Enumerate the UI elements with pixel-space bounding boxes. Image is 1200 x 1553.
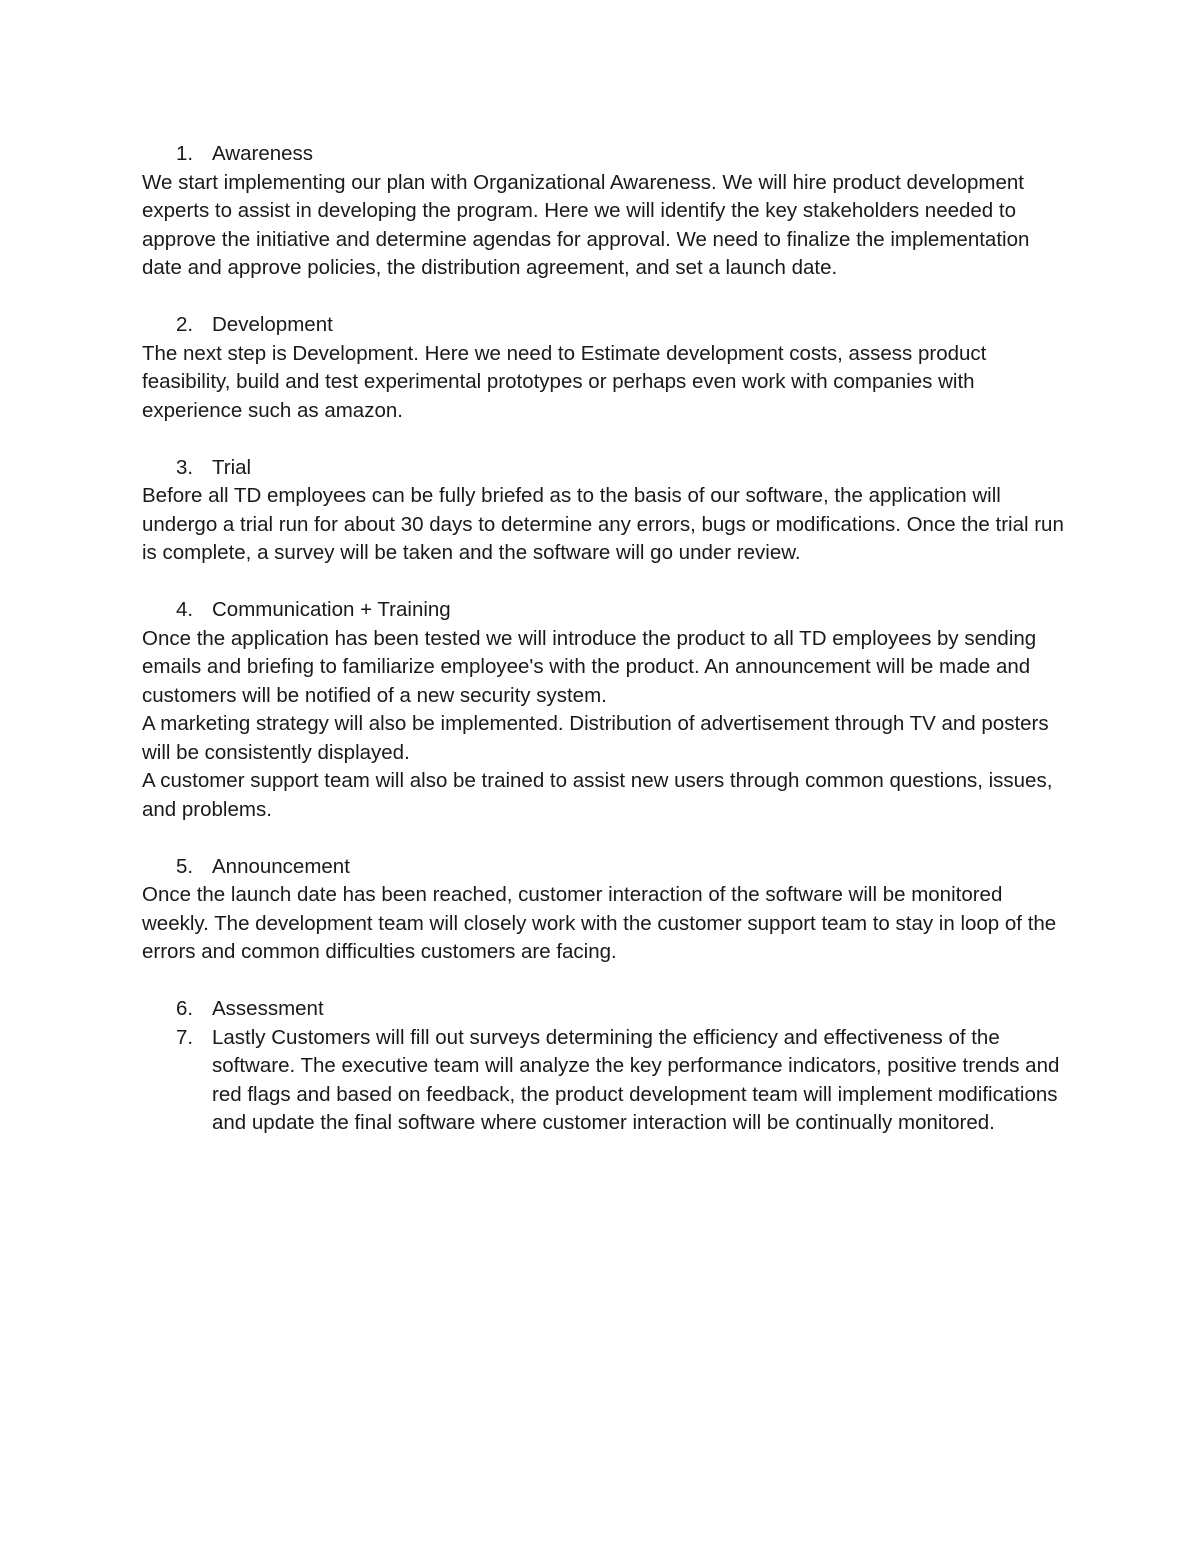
- section-assessment: [142, 995, 1072, 1024]
- list-number: 5.: [176, 854, 194, 878]
- section-heading: [142, 995, 1072, 1024]
- section-paragraph: Before all TD employees can be fully briefed as to the basis of our software, the application will undergo a trial run for about 30 days to determine any errors, bugs or modifications. Once the trial run is complete, a survey will be taken and the software will go under review.: [142, 484, 1064, 564]
- section-heading: [142, 454, 1072, 483]
- list-number: 7.: [176, 1025, 194, 1049]
- section-heading: [142, 853, 1072, 882]
- list-number: 3.: [176, 455, 194, 479]
- section-title: Awareness: [212, 142, 314, 165]
- section-announcement: [142, 853, 1072, 967]
- list-item-text: Lastly Customers will fill out surveys determining the efficiency and effectiveness of the software. The executive team will analyze the key performance indicators, positive trends and red flags and based on feedback, the product development team will implement modifications and update the final software where customer interaction will be continually monitored.: [212, 1025, 1060, 1134]
- list-number: 4.: [176, 598, 194, 621]
- document-body: [142, 140, 1072, 1138]
- section-heading: [142, 311, 1072, 340]
- section-development: [142, 311, 1072, 425]
- section-title: Announcement: [212, 854, 350, 878]
- section-title: Assessment: [212, 997, 324, 1020]
- section-trial: [142, 454, 1072, 568]
- section-title: Development: [212, 313, 333, 336]
- list-number: 2.: [176, 313, 194, 336]
- section-awareness: [142, 140, 1072, 283]
- section-paragraph: We start implementing our plan with Organizational Awareness. We will hire product development experts to assist in developing the program. Here we will identify the key stakeholders needed to approve the initiative and determine agendas for approval. We need to finalize the implementation date and approve policies, the distribution agreement, and set a launch date.: [142, 170, 1030, 279]
- list-number: 6.: [176, 997, 194, 1020]
- section-communication-training: [142, 596, 1072, 824]
- list-number: 1.: [176, 142, 194, 165]
- section-title: Communication + Training: [212, 598, 451, 621]
- section-paragraph: A customer support team will also be trained to assist new users through common questions, issues, and problems.: [142, 769, 1053, 821]
- section-paragraph: Once the launch date has been reached, customer interaction of the software will be monitored weekly. The development team will closely work with the customer support team to stay in loop of the errors and common difficulties customers are facing.: [142, 883, 1057, 963]
- section-paragraph: The next step is Development. Here we need to Estimate development costs, assess product feasibility, build and test experimental prototypes or perhaps even work with companies with experience such as amazon.: [142, 341, 987, 422]
- section-paragraph: A marketing strategy will also be implemented. Distribution of advertisement through TV and posters will be consistently displayed.: [142, 712, 1049, 764]
- section-heading: [142, 596, 1072, 625]
- section-paragraph: Once the application has been tested we will introduce the product to all TD employees by sending emails and briefing to familiarize employee's with the product. An announcement will be made and customers will be notified of a new security system.: [142, 626, 1037, 707]
- section-title: Trial: [212, 455, 252, 479]
- section-heading: [142, 140, 1072, 169]
- list-item-7: [142, 1024, 1072, 1138]
